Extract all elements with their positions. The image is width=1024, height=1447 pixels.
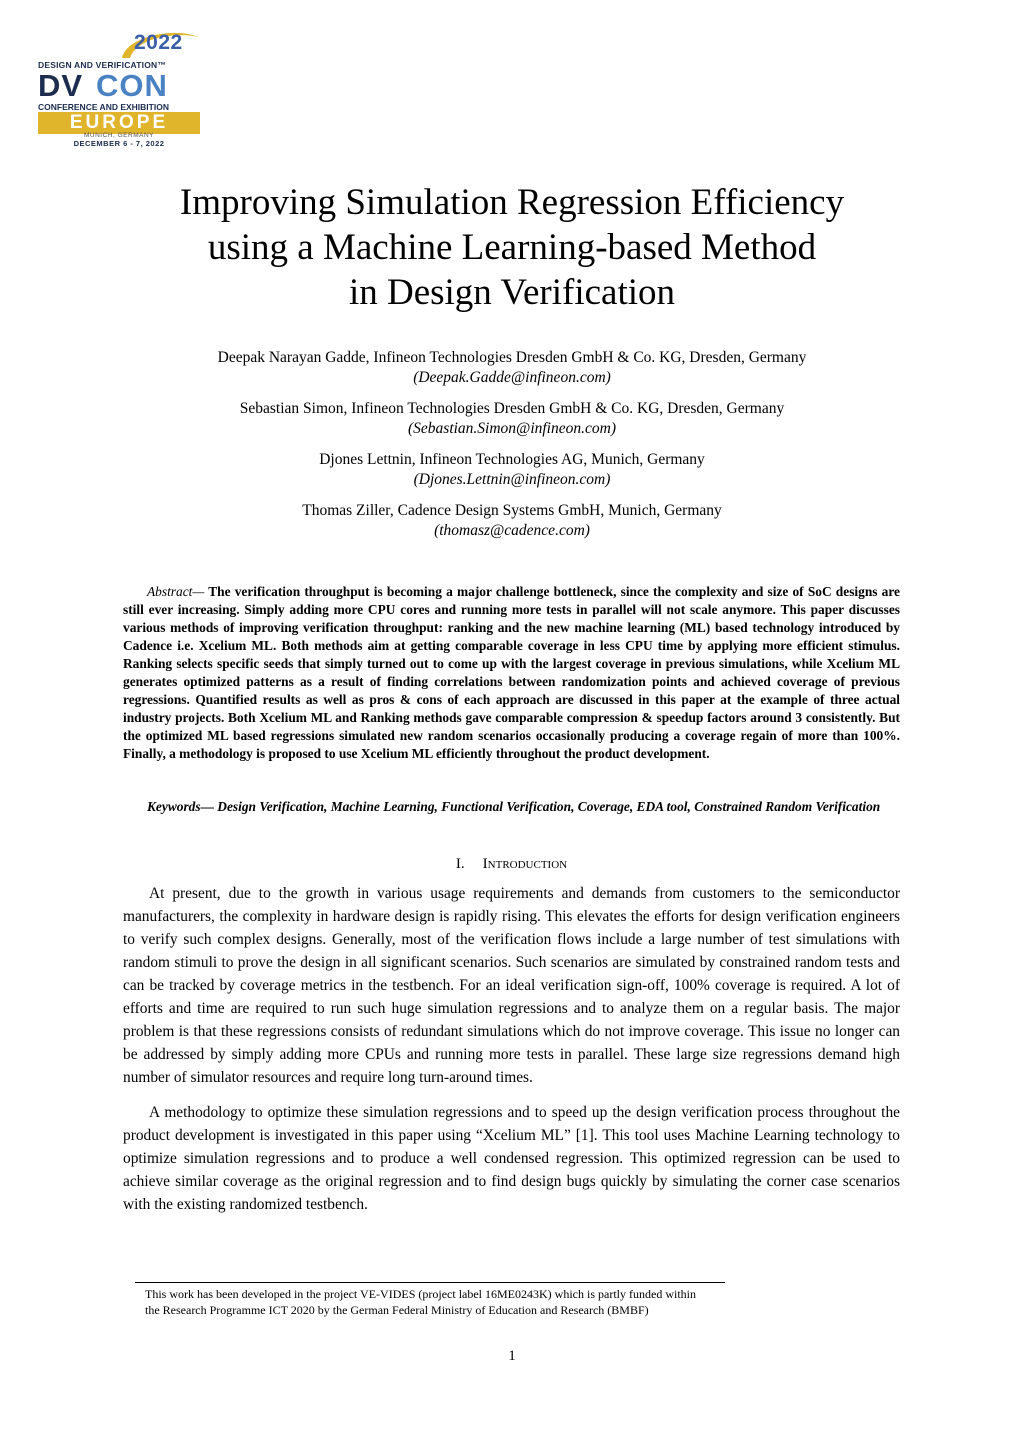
author-email: (thomasz@cadence.com) [434, 522, 590, 539]
logo-dates: DECEMBER 6 - 7, 2022 [73, 139, 165, 148]
author-entry [112, 501, 912, 541]
author-affiliation: Thomas Ziller, Cadence Design Systems GmbH, Munich, Germany [302, 502, 722, 519]
title-line: in Design Verification [348, 272, 676, 313]
paper-title [112, 180, 912, 315]
footnote: This work has been developed in the project VE-VIDES (project label 16ME0243K) which is partly funded within the Research Programme ICT 2020 by the German Federal Ministry of Education and Research (BMBF) [145, 1287, 696, 1317]
logo-brand-dv: DV [38, 68, 84, 103]
author-list [112, 348, 912, 552]
author-entry [112, 348, 912, 388]
title-line: using a Machine Learning-based Method [207, 227, 817, 268]
footnote-rule [135, 1282, 725, 1283]
abstract [123, 583, 900, 763]
author-email: (Sebastian.Simon@infineon.com) [408, 420, 616, 437]
section-title: Introduction [482, 856, 568, 872]
author-affiliation: Deepak Narayan Gadde, Infineon Technologies Dresden GmbH & Co. KG, Dresden, Germany [217, 349, 807, 366]
body-paragraph: A methodology to optimize these simulation regressions and to speed up the design verification process throughout the product development is investigated in this paper using “Xcelium ML” [1]. This tool uses Machine Learning technology to optimize simulation regressions and to produce a well condensed regression. This optimized regression can be used to achieve similar coverage as the original regression and to find design bugs quickly by simulating the corner case scenarios with the existing randomized testbench. [123, 1104, 900, 1213]
section-number: I. [455, 856, 465, 872]
abstract-text: The verification throughput is becoming a major challenge bottleneck, since the complexity and size of SoC designs are still ever increasing. Simply adding more CPU cores and running more tests in parallel will not scale anymore. This paper discusses various methods of improving verification throughput: ranking and the new machine learning (ML) based technology introduced by Cadence i.e. Xcelium ML. Both methods aim at getting comparable coverage in less CPU time by applying more efficient stimulus. Ranking selects specific seeds that simply turned out to come up with the largest coverage in previous simulations, while Xcelium ML generates optimized patterns as a result of finding correlations between randomization points and achieved coverage of previous regressions. Quantified results as well as pros & cons of each approach are discussed in this paper at the example of three actual industry projects. Both Xcelium ML and Ranking methods gave comparable compression & speedup factors around 3 consistently. But the optimized ML based regressions simulated new random scenarios occasionally producing a coverage regain of more than 100%. Finally, a methodology is proposed to use Xcelium ML efficiently throughout the product development. [123, 584, 900, 761]
conference-logo [38, 28, 208, 153]
abstract-lead: Abstract— [147, 584, 205, 599]
keywords: Keywords— Design Verification, Machine Learning, Functional Verification, Coverage, EDA tool, Constrained Random Verification [147, 799, 881, 814]
logo-subtitle: CONFERENCE AND EXHIBITION [38, 102, 169, 112]
author-entry [112, 399, 912, 439]
body-paragraph: At present, due to the growth in various usage requirements and demands from customers to the semiconductor manufacturers, the complexity in hardware design is rapidly rising. This elevates the efforts for design verification engineers to verify such complex designs. Generally, most of the verification flows include a large number of test simulations with random stimuli to prove the design in all significant scenarios. Such scenarios are simulated by constrained random tests and can be tracked by coverage metrics in the testbench. For an ideal verification sign-off, 100% coverage is required. A lot of efforts and time are required to run such huge simulation regressions and to analyze them on a regular basis. The major problem is that these regressions consists of redundant simulations which do not improve coverage. This issue no longer can be addressed by simply adding more CPUs and running more tests in parallel. These large size regressions demand high number of simulator resources and require long turn-around times. [123, 885, 900, 1086]
introduction-body [123, 882, 900, 1228]
page-number: 1 [508, 1348, 516, 1364]
author-email: (Djones.Lettnin@infineon.com) [413, 471, 611, 488]
author-email: (Deepak.Gadde@infineon.com) [413, 369, 611, 386]
author-entry [112, 450, 912, 490]
author-affiliation: Djones Lettnin, Infineon Technologies AG, Munich, Germany [319, 451, 705, 468]
logo-region-banner: EUROPE [38, 112, 200, 134]
logo-year: 2022 [134, 31, 183, 54]
logo-brand-con: CON [96, 68, 168, 103]
logo-tagline: DESIGN AND VERIFICATION™ [38, 60, 167, 70]
author-affiliation: Sebastian Simon, Infineon Technologies Dresden GmbH & Co. KG, Dresden, Germany [239, 400, 785, 417]
title-line: Improving Simulation Regression Efficiency [179, 182, 845, 223]
section-heading [123, 856, 900, 873]
logo-city: MUNICH, GERMANY [84, 132, 154, 139]
